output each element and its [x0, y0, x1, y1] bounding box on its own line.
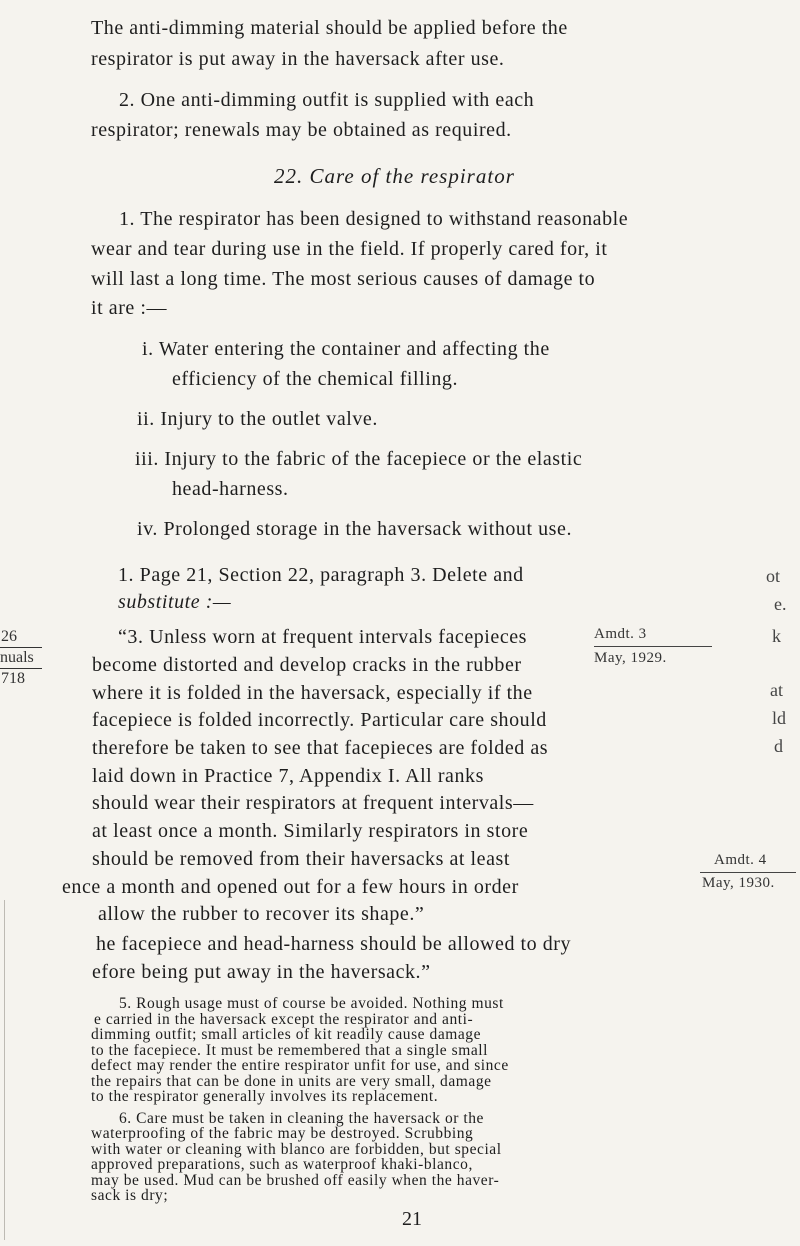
amendment-text: should be removed from their haversacks at least: [92, 848, 510, 870]
list-item: i. Water entering the container and affecting the: [142, 338, 550, 360]
amendment-text: where it is folded in the haversack, especially if the: [92, 682, 533, 704]
body-line: 6. Care must be taken in cleaning the haversack or the: [119, 1109, 484, 1127]
list-item: iv. Prolonged storage in the haversack without use.: [137, 518, 572, 540]
amendment-text: should wear their respirators at frequent intervals—: [92, 792, 534, 814]
edge-fragment: at: [770, 680, 783, 700]
list-item: iii. Injury to the fabric of the facepiece or the elastic: [135, 448, 583, 470]
body-line: 1. The respirator has been designed to withstand reasonable: [119, 208, 629, 230]
body-line: e carried in the haversack except the respirator and anti-: [94, 1010, 474, 1028]
list-item: ii. Injury to the outlet valve.: [137, 408, 378, 430]
amendment-text: efore being put away in the haversack.”: [92, 961, 431, 983]
body-line: The anti-dimming material should be applied before the: [91, 17, 568, 39]
body-line: sack is dry;: [91, 1187, 169, 1204]
amendment-text: laid down in Practice 7, Appendix I. All ranks: [92, 765, 484, 787]
amendment-text: he facepiece and head-harness should be allowed to dry: [96, 933, 572, 955]
amendment-text: “3. Unless worn at frequent intervals facepieces: [118, 626, 528, 648]
amendment-instruction: 1. Page 21, Section 22, paragraph 3. Delete and: [118, 564, 524, 586]
body-line: 2. One anti-dimming outfit is supplied with each: [119, 89, 535, 111]
edge-fragment: ld: [772, 708, 787, 728]
body-line: 5. Rough usage must of course be avoided. Nothing must: [119, 995, 504, 1012]
list-item: efficiency of the chemical filling.: [172, 368, 458, 390]
body-line: may be used. Mud can be brushed off easily when the haver-: [91, 1171, 500, 1189]
amendment-label: Amdt. 4: [714, 852, 767, 868]
amendment-text: at least once a month. Similarly respirators in store: [92, 820, 529, 842]
margin-number: 718: [1, 670, 25, 687]
amendment-instruction: substitute :—: [118, 591, 232, 613]
list-item: head-harness.: [172, 478, 289, 500]
amendment-text: facepiece is folded incorrectly. Particular care should: [92, 709, 547, 731]
body-line: approved preparations, such as waterproof khaki-blanco,: [91, 1156, 473, 1173]
amendment-text: become distorted and develop cracks in the rubber: [92, 654, 522, 676]
body-line: dimming outfit; small articles of kit readily cause damage: [91, 1026, 482, 1043]
body-line: respirator is put away in the haversack after use.: [91, 48, 505, 70]
body-line: it are :—: [91, 297, 168, 319]
edge-fragment: e.: [774, 594, 787, 614]
body-line: to the facepiece. It must be remembered that a single small: [91, 1041, 488, 1059]
edge-fragment: ot: [766, 566, 781, 586]
edge-fragment: k: [772, 626, 781, 646]
amendment-date: May, 1930.: [702, 875, 775, 891]
amendment-text: ence a month and opened out for a few hours in order: [62, 876, 519, 898]
amendment-text: allow the rubber to recover its shape.”: [98, 903, 425, 925]
edge-fragment: d: [774, 736, 783, 756]
body-line: the repairs that can be done in units are very small, damage: [91, 1072, 492, 1090]
section-heading: 22. Care of the respirator: [274, 164, 515, 188]
page-number: 21: [402, 1207, 422, 1230]
body-line: will last a long time. The most serious causes of damage to: [91, 268, 596, 290]
amendment-date: May, 1929.: [594, 650, 667, 666]
margin-number: 26: [1, 628, 17, 645]
body-line: to the respirator generally involves its replacement.: [91, 1088, 439, 1105]
body-line: respirator; renewals may be obtained as required.: [91, 119, 512, 141]
body-line: defect may render the entire respirator unfit for use, and since: [91, 1057, 509, 1074]
amendment-text: therefore be taken to see that facepieces are folded as: [92, 737, 549, 759]
body-line: waterproofing of the fabric may be destroyed. Scrubbing: [91, 1125, 474, 1142]
amendment-label: Amdt. 3: [594, 626, 647, 642]
body-line: wear and tear during use in the field. If properly cared for, it: [91, 238, 608, 260]
margin-word: nuals: [0, 649, 34, 666]
body-line: with water or cleaning with blanco are forbidden, but special: [91, 1140, 502, 1158]
